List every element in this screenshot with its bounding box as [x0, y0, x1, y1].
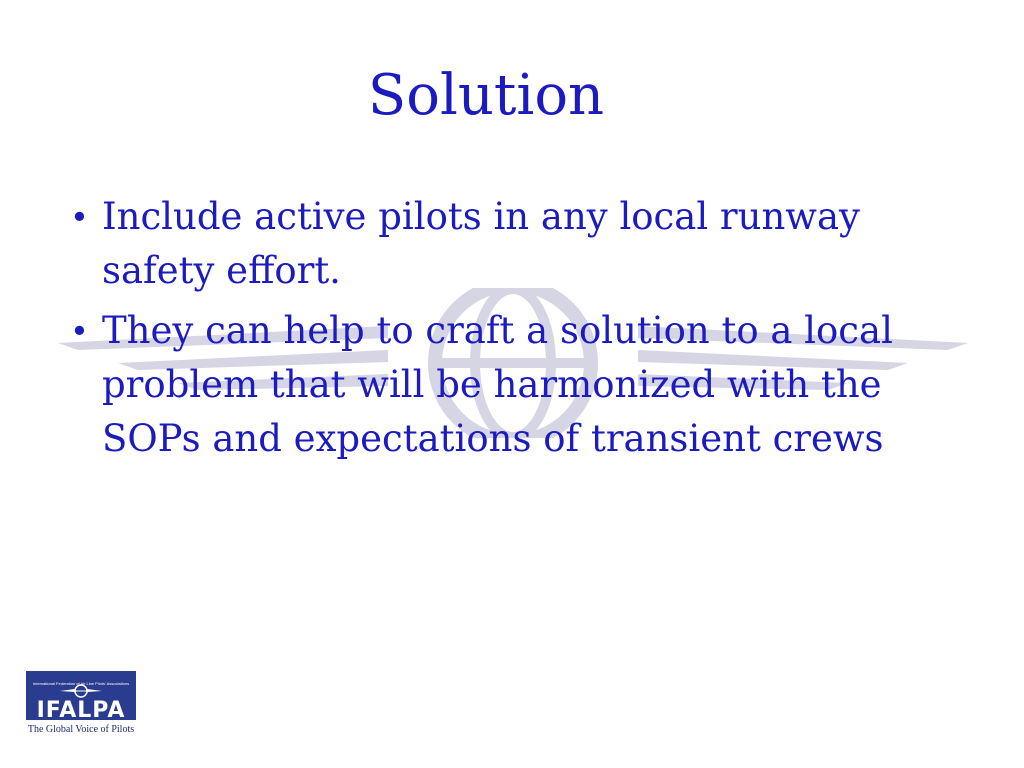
bullet-list — [70, 190, 970, 472]
logo-tagline: International Federation of Air Line Pilots' Associations — [32, 681, 130, 686]
bullet-marker: • — [70, 198, 89, 236]
bullet-item — [70, 190, 970, 298]
ifalpa-logo — [26, 671, 136, 737]
logo-globe-icon — [60, 683, 102, 699]
logo-slogan: The Global Voice of Pilots — [27, 724, 135, 735]
bullet-text: They can help to craft a solution to a local problem that will be harmonized with the SOPs and expectations of transient crews — [102, 309, 893, 460]
bullet-text: Include active pilots in any local runway safety effort. — [102, 195, 860, 292]
bullet-item — [70, 304, 970, 466]
logo-wordmark: IFALPA — [36, 698, 126, 723]
logo-band — [26, 671, 136, 723]
slide-title: Solution — [367, 63, 605, 128]
bullet-marker: • — [70, 312, 89, 350]
